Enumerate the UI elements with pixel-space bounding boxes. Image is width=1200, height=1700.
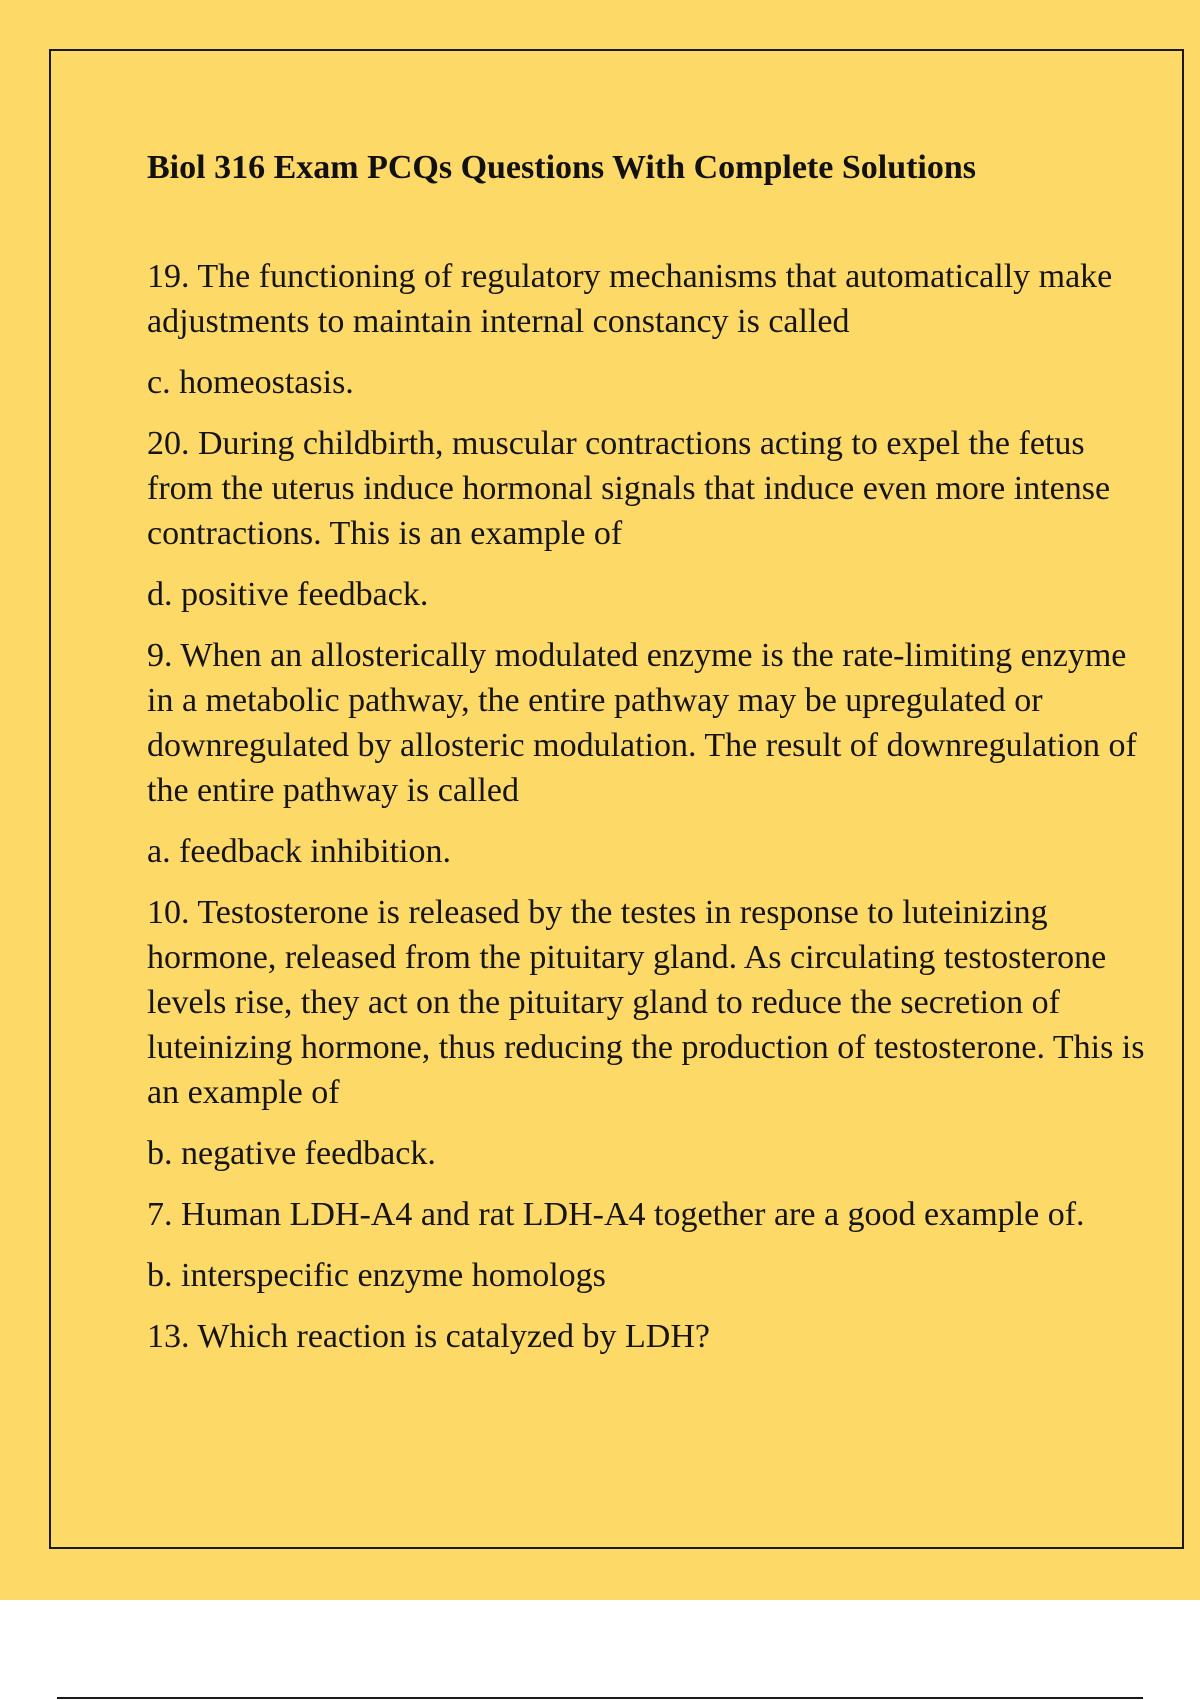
question-10: 10. Testosterone is released by the testes in response to luteinizing hormone, released from the pituitary gland. As circulating testosterone levels rise, they act on the pituitary gland to reduce the secretion of luteinizing hormone, thus reducing the production of testosterone. This is an example of [147, 893, 1145, 1111]
answer-9: a. feedback inhibition. [147, 832, 452, 870]
qa-list [147, 254, 1147, 1359]
footer-divider [57, 1697, 1143, 1699]
question-7: 7. Human LDH-A4 and rat LDH-A4 together are a good example of. [147, 1195, 1085, 1233]
document-frame [49, 49, 1184, 1549]
question-9: 9. When an allosterically modulated enzyme is the rate-limiting enzyme in a metabolic pathway, the entire pathway may be upregulated or downregulated by allosteric modulation. The result of downregulation of the entire pathway is called [147, 636, 1137, 809]
answer-20: d. positive feedback. [147, 575, 429, 613]
question-20: 20. During childbirth, muscular contractions acting to expel the fetus from the uterus induce hormonal signals that induce even more intense contractions. This is an example of [147, 424, 1111, 552]
answer-19: c. homeostasis. [147, 363, 354, 401]
question-19: 19. The functioning of regulatory mechanisms that automatically make adjustments to maintain internal constancy is called [147, 257, 1113, 340]
document-title: Biol 316 Exam PCQs Questions With Complete Solutions [147, 149, 977, 186]
document-content [147, 51, 1147, 1375]
answer-10: b. negative feedback. [147, 1134, 436, 1172]
question-13: 13. Which reaction is catalyzed by LDH? [147, 1317, 710, 1355]
answer-7: b. interspecific enzyme homologs [147, 1256, 606, 1294]
